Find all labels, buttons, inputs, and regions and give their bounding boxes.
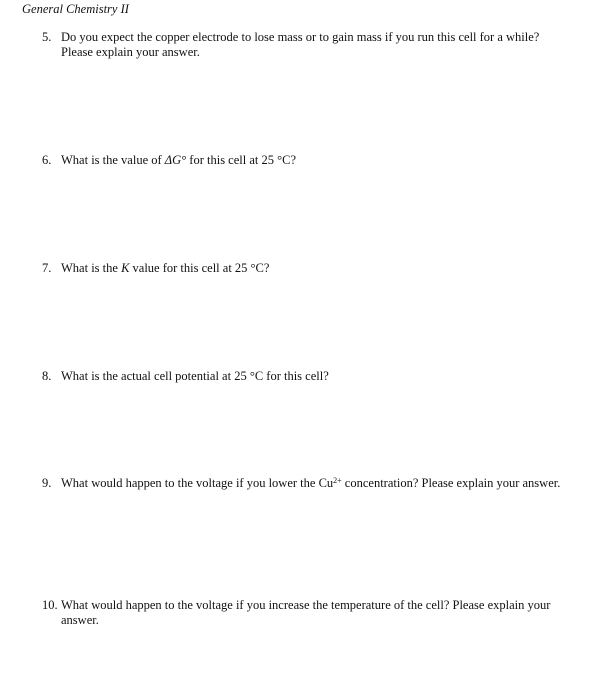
question-number: 9. (42, 476, 52, 490)
question-text: What is the actual cell potential at 25 °C for this cell? (61, 369, 329, 383)
question-text (61, 261, 582, 276)
question-number: 6. (42, 153, 52, 167)
text-segment: What is the (61, 261, 122, 275)
text-segment: value for this cell at 25 °C? (129, 261, 270, 275)
question-7 (42, 261, 582, 276)
question-text: Do you expect the copper electrode to lose mass or to gain mass if you run this cell for a while? Please explain your answer. (61, 30, 540, 59)
question-number: 5. (42, 30, 52, 44)
question-text (61, 153, 582, 168)
charge-superscript: 2+ (333, 476, 342, 485)
k-symbol: K (121, 261, 130, 275)
question-6 (42, 153, 582, 168)
text-segment: What would happen to the voltage if you lower the Cu (61, 476, 334, 490)
question-9 (42, 476, 582, 491)
delta-g-symbol: ΔG° (164, 153, 187, 167)
text-segment: for this cell at 25 °C? (186, 153, 297, 167)
question-text: What would happen to the voltage if you increase the temperature of the cell? Please explain your answer. (61, 598, 551, 627)
question-number: 8. (42, 369, 52, 383)
question-10 (42, 598, 582, 628)
question-5 (42, 30, 582, 60)
text-segment: concentration? Please explain your answer. (341, 476, 561, 490)
question-8 (42, 369, 582, 384)
question-text (61, 476, 566, 491)
question-number: 7. (42, 261, 52, 275)
text-segment: What is the value of (61, 153, 165, 167)
course-header: General Chemistry II (22, 2, 129, 16)
question-number: 10. (42, 598, 58, 612)
